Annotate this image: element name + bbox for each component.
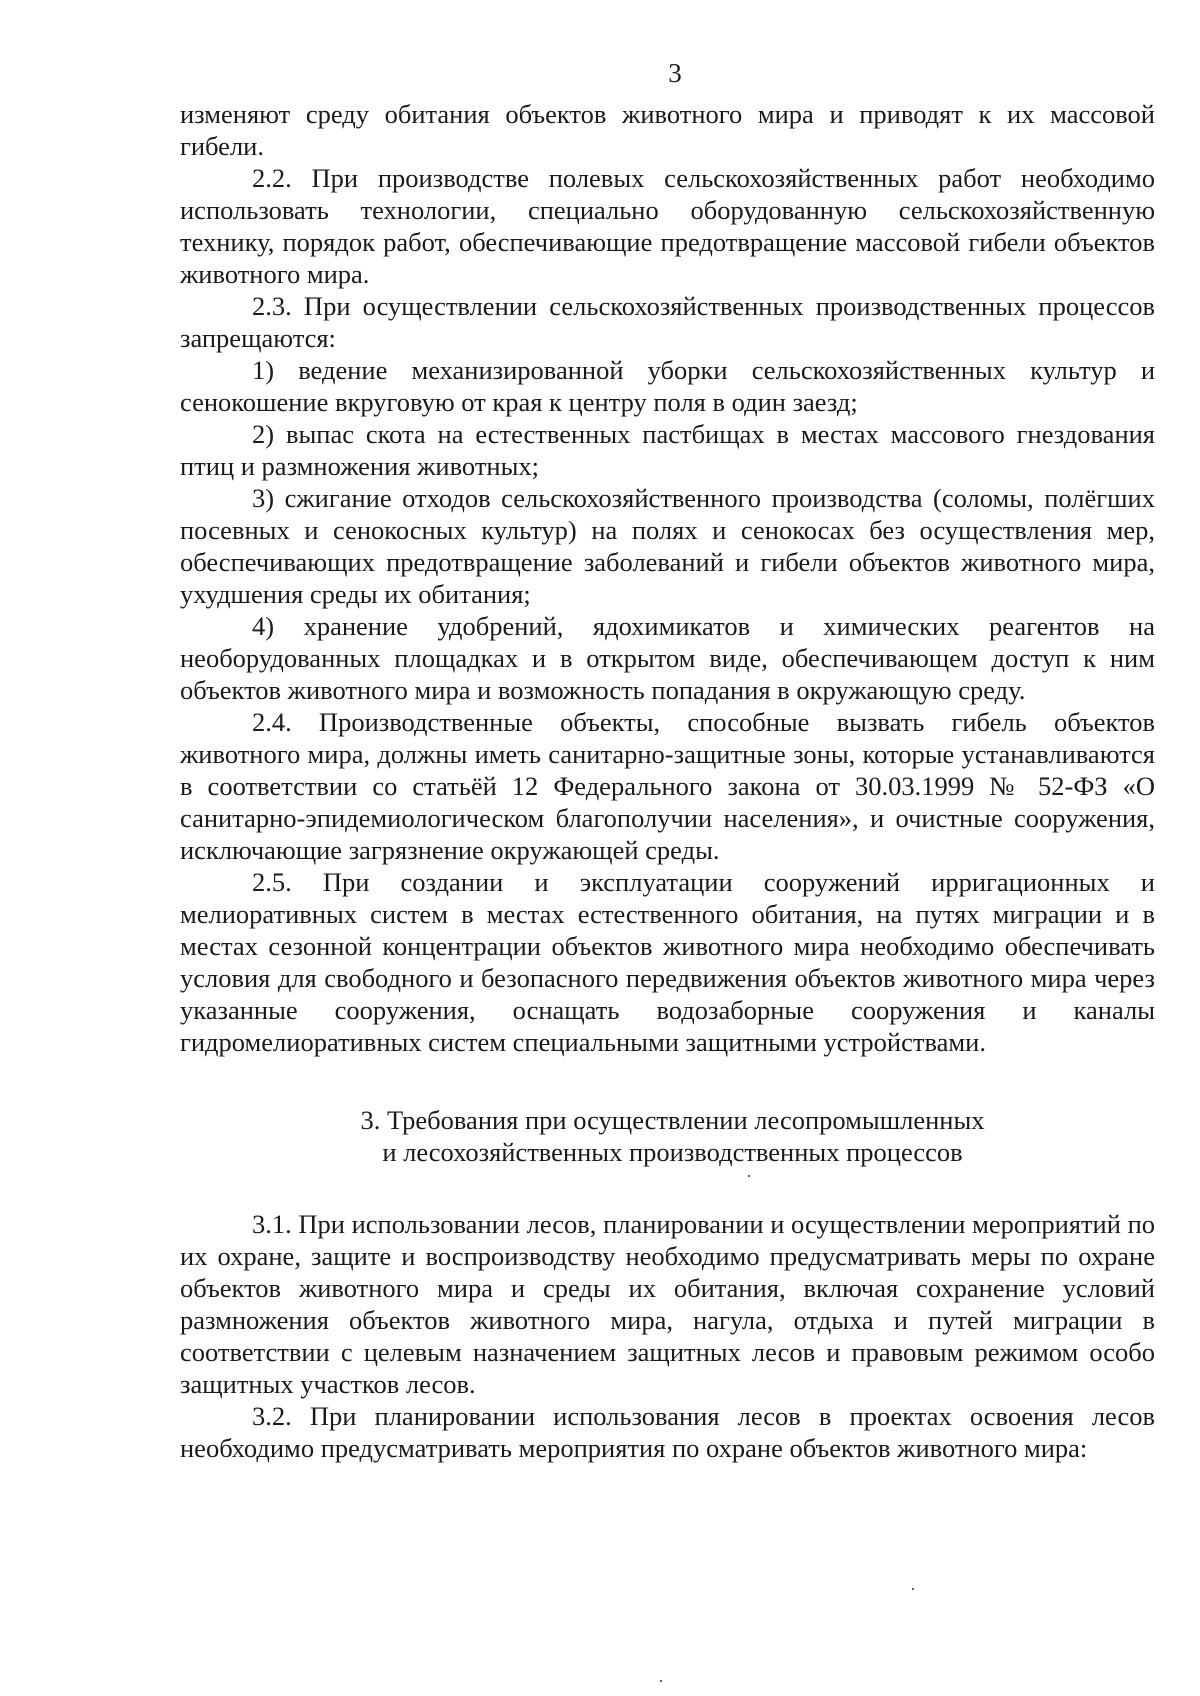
document-body [180,98,1155,1464]
section-3-heading-line-1: 3. Требования при осуществлении лесопромышленных [360,1105,985,1135]
list-item-2-3-1: 1) ведение механизированной уборки сельскохозяйственных культур и сенокошение вкруговую от края к центру поля в один заезд; [180,355,1155,417]
scan-speck [660,1680,662,1682]
list-item-2-3-4: 4) хранение удобрений, ядохимикатов и химических реагентов на необорудованных площадках и в открытом виде, обеспечивающем доступ к ним объектов животного мира и возможность попадания в окружающую среду. [180,611,1155,705]
page-number: 3 [668,58,682,88]
paragraph-2-5: 2.5. При создании и эксплуатации сооружений ирригационных и мелиоративных систем в местах естественного обитания, на путях миграции и в местах сезонной концентрации объектов животного мира необходимо обеспечивать условия для свободного и безопасного передвижения объектов животного мира через указанные сооружения, оснащать водозаборные сооружения и каналы гидромелиоративных систем специальными защитными устройствами. [180,867,1155,1057]
section-3-heading-line-2: и лесохозяйственных производственных процессов [382,1137,963,1167]
scan-speck [912,1588,914,1590]
section-3-heading [180,1104,1155,1168]
paragraph-2-3: 2.3. При осуществлении сельскохозяйственных производственных процессов запрещаются: [180,291,1155,353]
paragraph-3-1: 3.1. При использовании лесов, планировании и осуществлении мероприятий по их охране, защите и воспроизводству необходимо предусматривать меры по охране объектов животного мира и среды их обитания, включая сохранение условий размножения объектов животного мира, нагула, отдыха и путей миграции в соответствии с целевым назначением защитных лесов и правовым режимом особо защитных участков лесов. [180,1209,1155,1399]
list-item-2-3-2: 2) выпас скота на естественных пастбищах в местах массового гнездования птиц и размножения животных; [180,419,1155,481]
list-item-2-3-3: 3) сжигание отходов сельскохозяйственного производства (соломы, полёгших посевных и сенокосных культур) на полях и сенокосах без осуществления мер, обеспечивающих предотвращение заболеваний и гибели объектов животного мира, ухудшения среды их обитания; [180,483,1155,609]
paragraph-2-4: 2.4. Производственные объекты, способные вызвать гибель объектов животного мира, должны иметь санитарно-защитные зоны, которые устанавливаются в соответствии со статьёй 12 Федерального закона от 30.03.1999 № 52-ФЗ «О санитарно-эпидемиологическом благополучии населения», и очистные сооружения, исключающие загрязнение окружающей среды. [180,707,1155,865]
paragraph-3-2: 3.2. При планировании использования лесов в проектах освоения лесов необходимо предусматривать мероприятия по охране объектов животного мира: [180,1401,1155,1463]
scan-speck [748,1175,750,1177]
paragraph-2-2: 2.2. При производстве полевых сельскохозяйственных работ необходимо использовать технологии, специально оборудованную сельскохозяйственную технику, порядок работ, обеспечивающие предотвращение массовой гибели объектов животного мира. [180,163,1155,289]
paragraph-continuation: изменяют среду обитания объектов животного мира и приводят к их массовой гибели. [180,99,1155,161]
